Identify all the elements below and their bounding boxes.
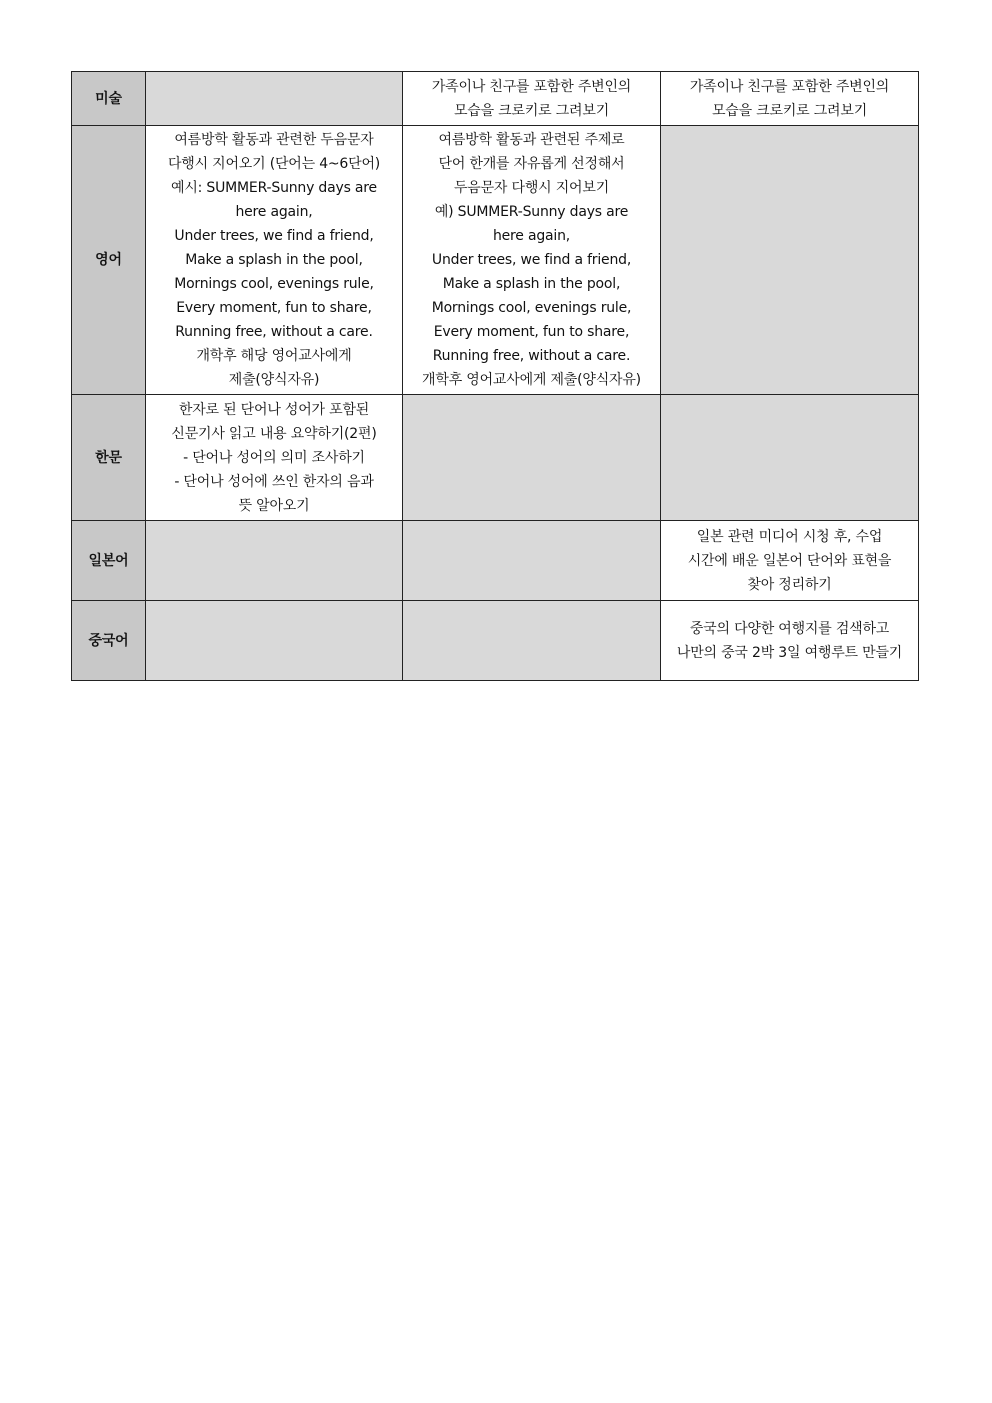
subject-cell: 중국어 xyxy=(72,601,146,681)
table-row xyxy=(72,601,919,681)
task-line: Under trees, we find a friend, xyxy=(174,228,374,244)
task-line: 가족이나 친구를 포함한 주변인의 xyxy=(689,78,890,95)
task-line: 나만의 중국 2박 3일 여행루트 만들기 xyxy=(676,644,903,661)
task-line: 개학후 해당 영어교사에게 xyxy=(196,348,352,364)
task-line: 단어 한개를 자유롭게 선정해서 xyxy=(438,156,625,172)
task-line: 찾아 정리하기 xyxy=(747,576,832,593)
task-line: 모습을 크로키로 그려보기 xyxy=(453,102,610,119)
task-line: 중국의 다양한 여행지를 검색하고 xyxy=(689,620,890,637)
task-cell xyxy=(403,126,661,395)
subject-cell: 영어 xyxy=(72,126,146,395)
table-row xyxy=(72,521,919,601)
task-line: Under trees, we find a friend, xyxy=(431,252,632,268)
subject-cell: 한문 xyxy=(72,395,146,521)
task-line: Every moment, fun to share, xyxy=(433,324,630,340)
table-row xyxy=(72,126,919,395)
task-cell xyxy=(146,126,403,395)
task-line: Make a splash in the pool, xyxy=(185,252,363,268)
task-line: - 단어나 성어에 쓰인 한자의 음과 xyxy=(174,473,374,490)
empty-cell xyxy=(146,601,403,681)
empty-cell xyxy=(146,72,403,126)
task-line: here again, xyxy=(492,228,571,244)
assignment-table xyxy=(71,71,919,681)
task-line: Mornings cool, evenings rule, xyxy=(174,276,374,292)
task-line: 한자로 된 단어나 성어가 포함된 xyxy=(178,401,370,418)
task-cell xyxy=(661,72,919,126)
empty-cell xyxy=(661,395,919,521)
empty-cell xyxy=(403,395,661,521)
task-line: 일본 관련 미디어 시청 후, 수업 xyxy=(696,528,883,545)
task-line: Make a splash in the pool, xyxy=(442,276,621,292)
task-line: 개학후 영어교사에게 제출(양식자유) xyxy=(422,372,641,388)
task-line: Mornings cool, evenings rule, xyxy=(431,300,632,316)
empty-cell xyxy=(403,521,661,601)
table-row xyxy=(72,395,919,521)
task-line: 다행시 지어오기 (단어는 4~6단어) xyxy=(167,156,381,172)
task-line: here again, xyxy=(235,204,313,220)
task-line: 예) SUMMER-Sunny days are xyxy=(434,204,629,220)
subject-cell: 일본어 xyxy=(72,521,146,601)
task-line: 제출(양식자유) xyxy=(228,372,320,388)
task-cell xyxy=(146,395,403,521)
task-line: 모습을 크로키로 그려보기 xyxy=(711,102,868,119)
task-line: Running free, without a care. xyxy=(432,348,631,364)
task-line: 뜻 알아오기 xyxy=(238,497,310,514)
task-line: 여름방학 활동과 관련한 두음문자 xyxy=(174,132,374,148)
task-line: Every moment, fun to share, xyxy=(176,300,372,316)
task-line: - 단어나 성어의 의미 조사하기 xyxy=(183,449,365,466)
empty-cell xyxy=(403,601,661,681)
task-line: 예시: SUMMER-Sunny days are xyxy=(171,180,377,196)
task-cell xyxy=(661,601,919,681)
subject-cell: 미술 xyxy=(72,72,146,126)
table-row xyxy=(72,72,919,126)
empty-cell xyxy=(146,521,403,601)
task-line: Running free, without a care. xyxy=(175,324,373,340)
task-line: 가족이나 친구를 포함한 주변인의 xyxy=(431,78,632,95)
empty-cell xyxy=(661,126,919,395)
task-line: 두음문자 다행시 지어보기 xyxy=(453,180,610,196)
task-line: 시간에 배운 일본어 단어와 표현을 xyxy=(687,552,892,569)
task-line: 신문기사 읽고 내용 요약하기(2편) xyxy=(171,425,377,442)
task-cell xyxy=(403,72,661,126)
task-cell xyxy=(661,521,919,601)
task-line: 여름방학 활동과 관련된 주제로 xyxy=(438,132,625,148)
